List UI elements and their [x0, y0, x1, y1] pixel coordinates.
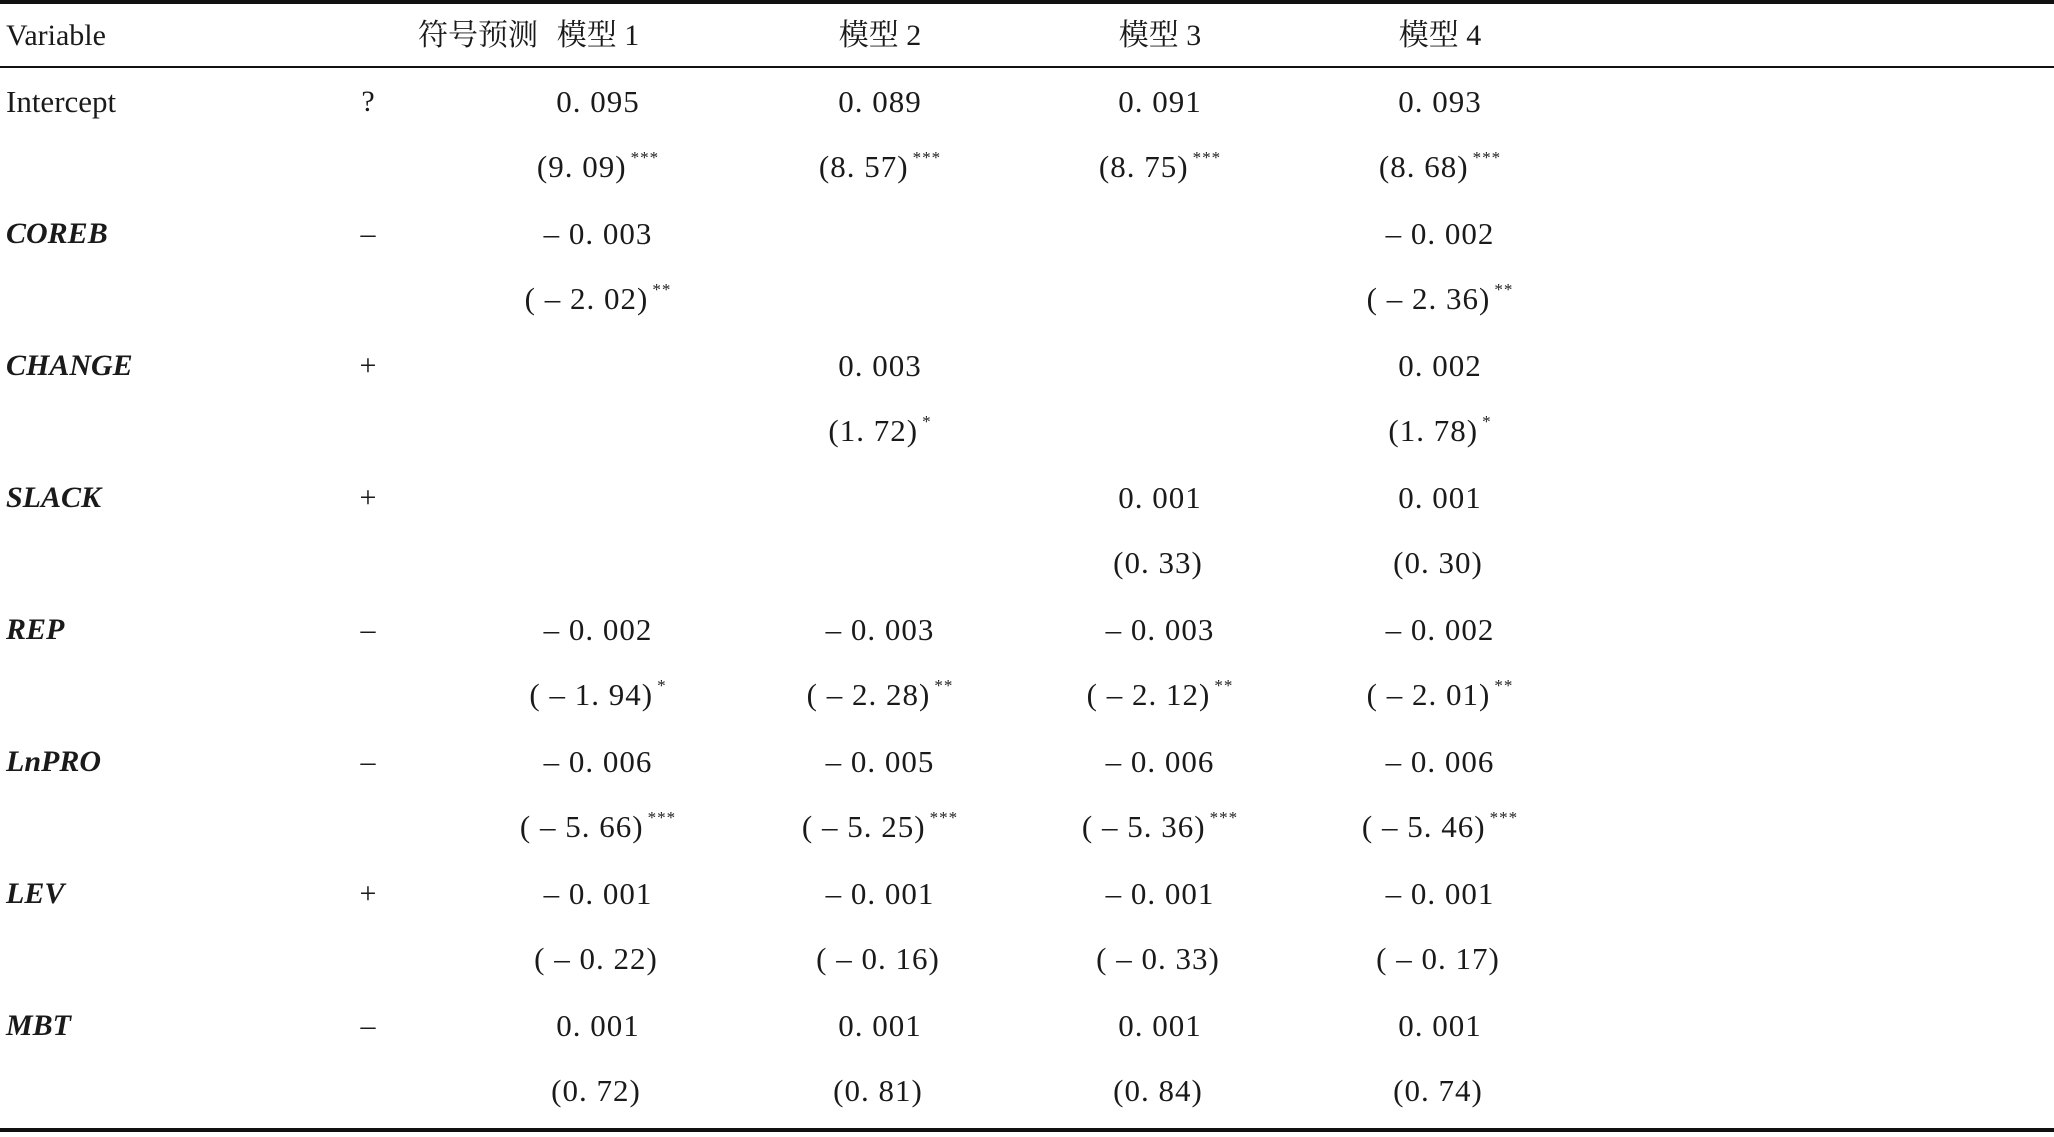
significance-stars: * — [657, 676, 667, 695]
t-statistic-value: (9. 09) — [536, 149, 627, 184]
t-statistic-value: (1. 72) — [828, 413, 919, 448]
sign-prediction: – — [360, 217, 376, 250]
t-statistic-value: ( – 2. 02) — [524, 281, 649, 316]
t-statistic-cell — [448, 534, 748, 574]
significance-stars: *** — [929, 808, 959, 827]
variable-name: MBT — [6, 1009, 72, 1042]
significance-stars: *** — [1489, 808, 1519, 827]
variable-name: LnPRO — [6, 745, 102, 778]
significance-stars: *** — [1209, 808, 1239, 827]
table-row — [0, 596, 2054, 728]
table-row — [0, 464, 2054, 596]
sign-prediction: – — [360, 745, 376, 778]
variable-name: REP — [6, 613, 65, 646]
t-statistic-cell — [730, 270, 1030, 310]
header-model-1: 模型 1 — [556, 19, 640, 52]
sign-prediction: + — [359, 481, 377, 514]
significance-stars: ** — [1494, 280, 1514, 299]
t-statistic-value: ( – 0. 17) — [1376, 941, 1500, 976]
coefficient-cell — [448, 478, 748, 518]
t-statistic-cell — [448, 930, 748, 976]
sign-prediction: – — [360, 613, 376, 646]
t-statistic-value: ( – 2. 01) — [1366, 677, 1491, 712]
t-statistic-value: (0. 72) — [551, 1073, 641, 1108]
t-statistic-value: (0. 81) — [833, 1073, 923, 1108]
significance-stars: *** — [1192, 148, 1222, 167]
coefficient-cell: – 0. 001 — [543, 876, 653, 911]
coefficient-cell: 0. 093 — [1398, 84, 1482, 119]
coefficient-cell: 0. 089 — [838, 84, 922, 119]
t-statistic-value: (0. 30) — [1393, 545, 1483, 580]
t-statistic-value: ( – 0. 16) — [816, 941, 940, 976]
t-statistic-value: ( – 5. 46) — [1361, 809, 1486, 844]
t-statistic-cell — [1010, 930, 1310, 976]
significance-stars: * — [922, 412, 932, 431]
significance-stars: ** — [652, 280, 672, 299]
t-statistic-cell — [1290, 1062, 1590, 1108]
t-statistic-cell — [730, 798, 1030, 844]
bottom-rule — [0, 1128, 2054, 1132]
t-statistic-cell — [1010, 666, 1310, 712]
variable-name: LEV — [6, 877, 65, 910]
coefficient-cell: – 0. 006 — [1385, 744, 1495, 779]
coefficient-cell: 0. 001 — [556, 1008, 640, 1043]
coefficient-cell: – 0. 006 — [1105, 744, 1215, 779]
significance-stars: *** — [647, 808, 677, 827]
coefficient-cell: 0. 091 — [1118, 84, 1202, 119]
t-statistic-value: ( – 5. 66) — [519, 809, 644, 844]
table-row — [0, 992, 2054, 1124]
header-model-3: 模型 3 — [1118, 19, 1202, 52]
t-statistic-cell — [730, 534, 1030, 574]
coefficient-cell: 0. 003 — [838, 348, 922, 383]
t-statistic-cell — [448, 666, 748, 712]
t-statistic-cell — [1290, 666, 1590, 712]
t-statistic-cell — [730, 666, 1030, 712]
coefficient-cell: – 0. 006 — [543, 744, 653, 779]
variable-name: CHANGE — [6, 349, 133, 382]
coefficient-cell: 0. 001 — [1118, 480, 1202, 515]
sign-prediction: + — [359, 349, 377, 382]
header-model-2: 模型 2 — [838, 19, 922, 52]
variable-name: SLACK — [6, 481, 102, 514]
t-statistic-cell — [1010, 1062, 1310, 1108]
variable-name: Intercept — [6, 84, 117, 119]
t-statistic-cell — [448, 270, 748, 316]
t-statistic-cell — [448, 1062, 748, 1108]
coefficient-cell: – 0. 003 — [1105, 612, 1215, 647]
coefficient-cell — [448, 346, 748, 386]
sign-prediction: – — [360, 1009, 376, 1042]
t-statistic-cell — [1290, 270, 1590, 316]
t-statistic-value: (8. 68) — [1378, 149, 1469, 184]
significance-stars: *** — [912, 148, 942, 167]
t-statistic-cell — [1010, 534, 1310, 580]
coefficient-cell: – 0. 003 — [543, 216, 653, 251]
header-variable: Variable — [6, 19, 106, 52]
significance-stars: * — [1482, 412, 1492, 431]
t-statistic-value: (0. 33) — [1113, 545, 1203, 580]
coefficient-cell: – 0. 003 — [825, 612, 935, 647]
t-statistic-cell — [1290, 402, 1590, 448]
t-statistic-cell — [730, 402, 1030, 448]
t-statistic-cell — [448, 138, 748, 184]
t-statistic-cell — [730, 930, 1030, 976]
coefficient-cell: – 0. 001 — [1385, 876, 1495, 911]
t-statistic-value: (1. 78) — [1388, 413, 1479, 448]
t-statistic-value: (0. 84) — [1113, 1073, 1203, 1108]
coefficient-cell — [730, 214, 1030, 254]
sign-prediction: + — [359, 877, 377, 910]
t-statistic-value: (0. 74) — [1393, 1073, 1483, 1108]
t-statistic-cell — [1290, 138, 1590, 184]
t-statistic-value: ( – 2. 36) — [1366, 281, 1491, 316]
t-statistic-cell — [1010, 138, 1310, 184]
significance-stars: *** — [630, 148, 660, 167]
coefficient-cell: 0. 001 — [838, 1008, 922, 1043]
sign-prediction: ? — [361, 85, 375, 118]
variable-name: COREB — [6, 217, 108, 250]
coefficient-cell: 0. 095 — [556, 84, 640, 119]
header-model-4: 模型 4 — [1398, 19, 1482, 52]
t-statistic-value: ( – 1. 94) — [529, 677, 654, 712]
coefficient-cell — [1010, 214, 1310, 254]
coefficient-cell — [1010, 346, 1310, 386]
coefficient-cell: 0. 001 — [1398, 1008, 1482, 1043]
coefficient-cell — [730, 478, 1030, 518]
coefficient-cell: – 0. 005 — [825, 744, 935, 779]
top-rule — [0, 0, 2054, 4]
t-statistic-value: ( – 5. 25) — [801, 809, 926, 844]
coefficient-cell: – 0. 001 — [1105, 876, 1215, 911]
t-statistic-cell — [448, 798, 748, 844]
coefficient-cell: 0. 001 — [1398, 480, 1482, 515]
t-statistic-cell — [1290, 930, 1590, 976]
header-sign-prediction: 符号预测 — [418, 19, 538, 52]
t-statistic-value: (8. 57) — [818, 149, 909, 184]
significance-stars: ** — [1494, 676, 1514, 695]
significance-stars: ** — [1214, 676, 1234, 695]
significance-stars: ** — [934, 676, 954, 695]
t-statistic-cell — [1290, 534, 1590, 580]
coefficient-cell: 0. 001 — [1118, 1008, 1202, 1043]
t-statistic-cell — [448, 402, 748, 442]
t-statistic-value: ( – 0. 33) — [1096, 941, 1220, 976]
t-statistic-value: ( – 2. 28) — [806, 677, 931, 712]
t-statistic-value: ( – 5. 36) — [1081, 809, 1206, 844]
t-statistic-cell — [730, 138, 1030, 184]
coefficient-cell: 0. 002 — [1398, 348, 1482, 383]
t-statistic-cell — [1010, 402, 1310, 442]
table-row — [0, 68, 2054, 200]
t-statistic-value: ( – 0. 22) — [534, 941, 658, 976]
t-statistic-cell — [730, 1062, 1030, 1108]
t-statistic-value: ( – 2. 12) — [1086, 677, 1211, 712]
t-statistic-cell — [1010, 798, 1310, 844]
coefficient-cell: – 0. 001 — [825, 876, 935, 911]
coefficient-cell: – 0. 002 — [1385, 612, 1495, 647]
table-row — [0, 332, 2054, 464]
t-statistic-value: (8. 75) — [1098, 149, 1189, 184]
t-statistic-cell — [1010, 270, 1310, 310]
coefficient-cell: – 0. 002 — [1385, 216, 1495, 251]
significance-stars: *** — [1472, 148, 1502, 167]
coefficient-cell: – 0. 002 — [543, 612, 653, 647]
table-row — [0, 200, 2054, 332]
table-row — [0, 728, 2054, 860]
table-row — [0, 860, 2054, 992]
t-statistic-cell — [1290, 798, 1590, 844]
